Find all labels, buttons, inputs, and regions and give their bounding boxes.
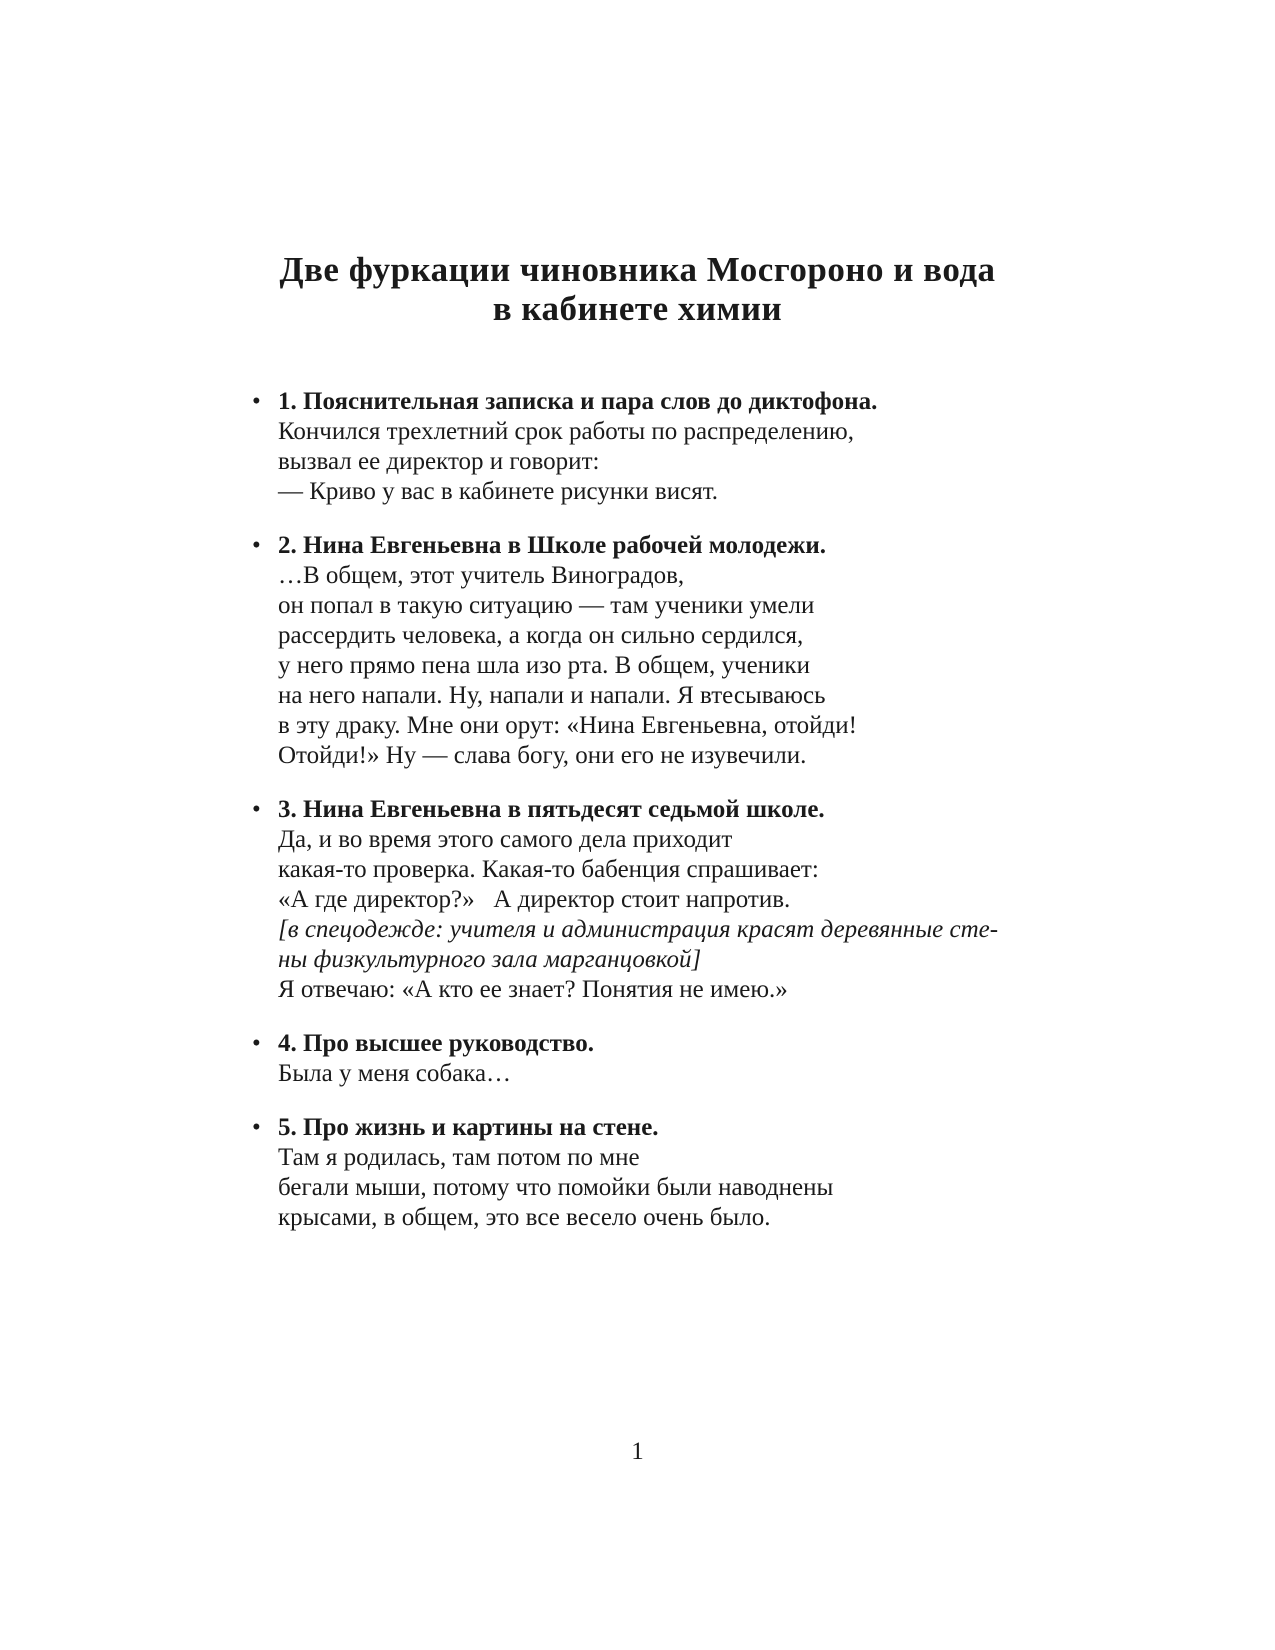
bullet-icon: • [252,1114,261,1141]
section-header: 3. Нина Евгеньевна в пятьдесят седьмой школе. [278,796,825,823]
verse-line: Я отвечаю: «А кто ее знает? Понятия не имею.» [278,976,788,1003]
bullet-icon: • [252,388,261,415]
verse-line: Отойди!» Ну — слава богу, они его не изувечили. [278,742,807,769]
section-header: 4. Про высшее руководство. [278,1030,595,1057]
stage-direction-line: ны физкультурного зала марганцовкой] [278,946,702,973]
list-item-1 [232,387,1082,507]
verse-line: «А где директор?» А директор стоит напротив. [278,886,791,913]
verse-line: в эту драку. Мне они орут: «Нина Евгеньевна, отойди! [278,712,857,739]
verse-line: крысами, в общем, это все весело очень было. [278,1204,771,1231]
list-item-4 [232,1029,1082,1089]
page-number: 1 [631,1438,644,1465]
list-item-2 [232,531,1082,771]
verse-line: у него прямо пена шла изо рта. В общем, ученики [278,652,810,679]
bullet-icon: • [252,532,261,559]
section-header: 1. Пояснительная записка и пара слов до диктофона. [278,388,878,415]
bullet-icon: • [252,796,261,823]
verse-line: — Криво у вас в кабинете рисунки висят. [278,478,718,505]
verse-line: Там я родилась, там потом по мне [278,1144,640,1171]
document-title [0,250,1275,328]
section-header: 5. Про жизнь и картины на стене. [278,1114,659,1141]
title-line-1: Две фуркации чиновника Мосгороно и вода [279,250,996,289]
verse-line: Была у меня собака… [278,1060,512,1087]
verse-line: Да, и во время этого самого дела приходит [278,826,733,853]
list-item-3 [232,795,1082,1005]
title-line-2: в кабинете химии [492,289,783,328]
stage-direction-line: [в спецодежде: учителя и администрация красят деревянные сте- [278,916,999,943]
verse-line: вызвал ее директор и говорит: [278,448,600,475]
list-item-5 [232,1113,1082,1233]
section-header: 2. Нина Евгеньевна в Школе рабочей молодежи. [278,532,826,559]
verse-line: рассердить человека, а когда он сильно сердился, [278,622,804,649]
verse-line: …В общем, этот учитель Виноградов, [278,562,685,589]
section-list [232,387,1082,1257]
verse-line: на него напали. Ну, напали и напали. Я втесываюсь [278,682,826,709]
verse-line: он попал в такую ситуацию — там ученики умели [278,592,815,619]
verse-line: какая-то проверка. Какая-то бабенция спрашивает: [278,856,819,883]
bullet-icon: • [252,1030,261,1057]
verse-line: Кончился трехлетний срок работы по распределению, [278,418,854,445]
verse-line: бегали мыши, потому что помойки были наводнены [278,1174,834,1201]
